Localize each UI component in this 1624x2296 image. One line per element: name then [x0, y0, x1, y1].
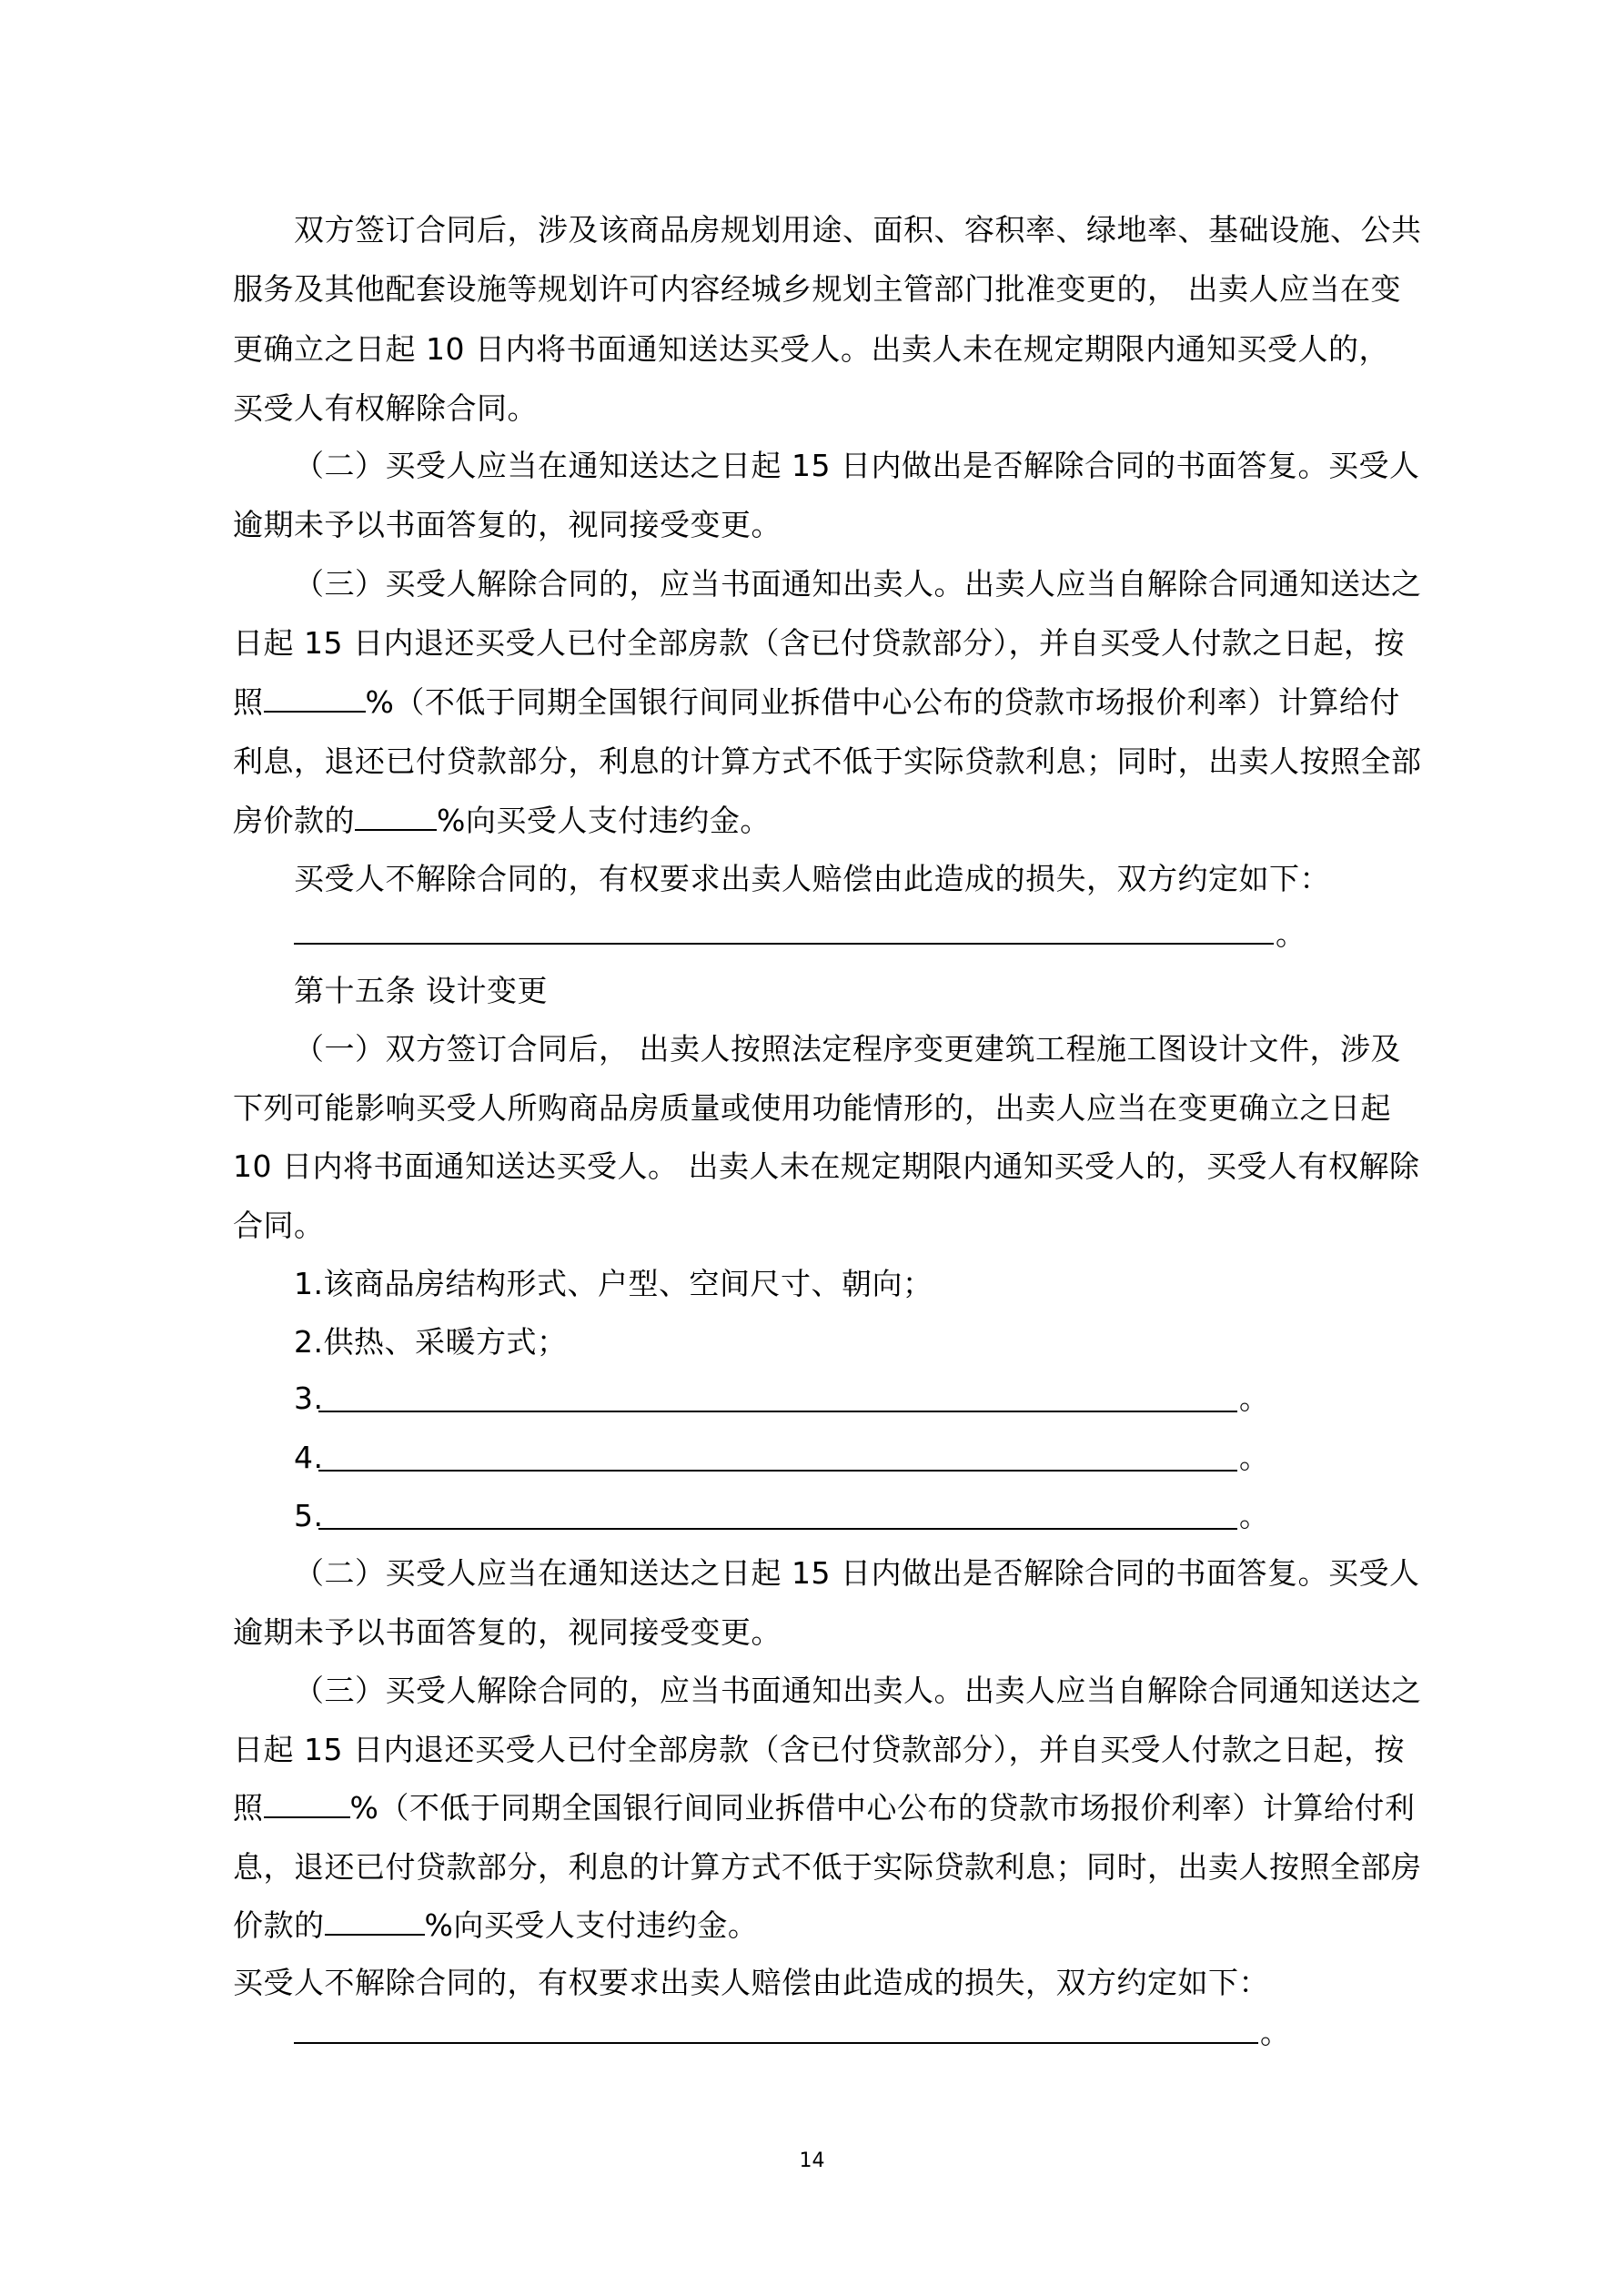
paragraph-line: （三）买受人解除合同的，应当书面通知出卖人。出卖人应当自解除合同通知送达之: [294, 1673, 1422, 1708]
paragraph-line: （一）双方签订合同后， 出卖人按照法定程序变更建筑工程施工图设计文件，涉及: [294, 1031, 1401, 1067]
list-item-number: 3.: [294, 1381, 324, 1416]
paragraph-line: （二）买受人应当在通知送达之日起 15 日内做出是否解除合同的书面答复。买受人: [294, 1555, 1420, 1591]
paragraph-line: 日起 15 日内退还买受人已付全部房款（含已付贷款部分），并自买受人付款之日起，按: [233, 625, 1405, 661]
period-mark: 。: [1260, 2015, 1290, 2050]
paragraph-line: 逾期未予以书面答复的，视同接受变更。: [233, 507, 782, 542]
text-segment: 照: [233, 684, 264, 720]
paragraph-line: （二）买受人应当在通知送达之日起 15 日内做出是否解除合同的书面答复。买受人: [294, 448, 1420, 483]
text-segment: %向买受人支付违约金。: [424, 1907, 759, 1943]
paragraph-line: 10 日内将书面通知送达买受人。 出卖人未在规定期限内通知买受人的，买受人有权解除: [233, 1148, 1420, 1184]
fill-in-line[interactable]: [318, 1528, 1237, 1530]
period-mark: 。: [1276, 916, 1306, 952]
page-number: 14: [799, 2149, 825, 2172]
text-segment: 照: [233, 1790, 264, 1826]
fill-in-blank-penalty[interactable]: [355, 802, 437, 831]
paragraph-line: 双方签订合同后，涉及该商品房规划用途、面积、容积率、绿地率、基础设施、公共: [294, 212, 1422, 248]
paragraph-line: 买受人不解除合同的，有权要求出卖人赔偿由此造成的损失，双方约定如下：: [233, 1965, 1269, 2000]
list-item: 2.供热、采暖方式；: [294, 1324, 568, 1360]
fill-in-blank-rate[interactable]: [264, 1789, 350, 1818]
list-item-number: 5.: [294, 1498, 324, 1533]
paragraph-line: [233, 683, 1400, 723]
paragraph-line: [233, 1788, 1415, 1828]
paragraph-line: 日起 15 日内退还买受人已付全部房款（含已付贷款部分），并自买受人付款之日起，按: [233, 1732, 1405, 1767]
paragraph-line: （三）买受人解除合同的，应当书面通知出卖人。出卖人应当自解除合同通知送达之: [294, 566, 1422, 602]
section-heading: 第十五条 设计变更: [294, 973, 548, 1008]
paragraph-line: 更确立之日起 10 日内将书面通知送达买受人。出卖人未在规定期限内通知买受人的，: [233, 331, 1389, 367]
list-item-number: 4.: [294, 1440, 324, 1475]
text-segment: 房价款的: [233, 803, 355, 838]
list-item: 1.该商品房结构形式、户型、空间尺寸、朝向；: [294, 1266, 933, 1301]
text-segment: %向买受人支付违约金。: [437, 803, 771, 838]
paragraph-line: 下列可能影响买受人所购商品房质量或使用功能情形的，出卖人应当在变更确立之日起: [233, 1090, 1391, 1126]
text-segment: %（不低于同期全国银行间同业拆借中心公布的贷款市场报价利率）计算给付利: [349, 1790, 1416, 1826]
paragraph-line: 合同。: [233, 1208, 325, 1243]
fill-in-blank-penalty[interactable]: [325, 1907, 425, 1936]
paragraph-line: [233, 1906, 758, 1946]
period-mark: 。: [1239, 1440, 1269, 1475]
text-segment: %（不低于同期全国银行间同业拆借中心公布的贷款市场报价利率）计算给付: [365, 684, 1400, 720]
fill-in-line[interactable]: [318, 1411, 1237, 1412]
paragraph-line: 息，退还已付贷款部分，利息的计算方式不低于实际贷款利息；同时，出卖人按照全部房: [233, 1849, 1422, 1885]
fill-in-line[interactable]: [294, 943, 1274, 945]
text-segment: 价款的: [233, 1907, 325, 1943]
period-mark: 。: [1239, 1498, 1269, 1533]
paragraph-line: 买受人不解除合同的，有权要求出卖人赔偿由此造成的损失，双方约定如下：: [294, 861, 1330, 896]
paragraph-line: 服务及其他配套设施等规划许可内容经城乡规划主管部门批准变更的， 出卖人应当在变: [233, 271, 1401, 307]
fill-in-blank-rate[interactable]: [264, 683, 366, 713]
paragraph-line: 逾期未予以书面答复的，视同接受变更。: [233, 1614, 782, 1650]
period-mark: 。: [1239, 1381, 1269, 1416]
paragraph-line: [233, 801, 771, 841]
paragraph-line: 买受人有权解除合同。: [233, 390, 538, 426]
fill-in-line[interactable]: [294, 2042, 1258, 2044]
fill-in-line[interactable]: [318, 1470, 1237, 1472]
paragraph-line: 利息，退还已付贷款部分，利息的计算方式不低于实际贷款利息；同时，出卖人按照全部: [233, 743, 1422, 779]
